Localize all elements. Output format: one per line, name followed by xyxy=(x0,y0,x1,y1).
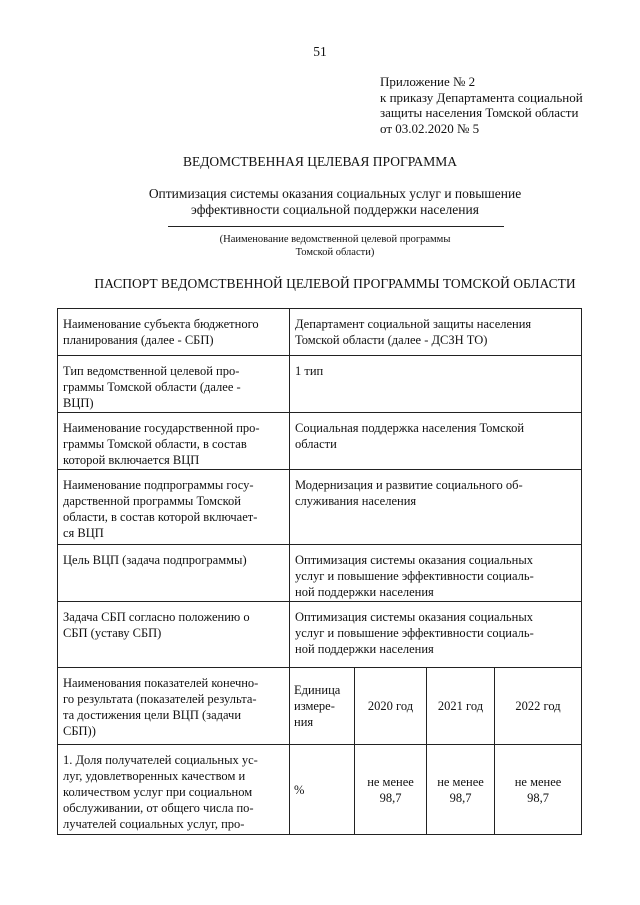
text-line: услуг и повышение эффективности социаль- xyxy=(295,569,534,583)
table-row xyxy=(58,309,582,356)
appendix-line: от 03.02.2020 № 5 xyxy=(380,120,480,136)
row-value xyxy=(290,545,582,602)
row-value xyxy=(290,356,582,413)
text-line: 98,7 xyxy=(527,790,549,805)
text-line: Цель ВЦП (задача подпрограммы) xyxy=(63,553,247,567)
text-line: Наименование субъекта бюджетного xyxy=(63,317,259,331)
text-line: служивания населения xyxy=(295,494,417,508)
text-line: услуг и повышение эффективности социаль- xyxy=(295,626,534,640)
table-row xyxy=(58,413,582,470)
year-header: 2022 год xyxy=(495,668,582,745)
row-label xyxy=(58,413,290,470)
indicator-value xyxy=(355,745,427,835)
indicator-unit: % xyxy=(290,745,355,835)
appendix-line: к приказу Департамента социальной xyxy=(380,89,583,105)
table-row xyxy=(58,602,582,668)
text-line: области, в состав которой включает- xyxy=(63,510,258,524)
text-line: не менее xyxy=(367,774,414,789)
unit-header xyxy=(290,668,355,745)
row-value xyxy=(290,413,582,470)
table-row xyxy=(58,545,582,602)
text-line: Наименования показателей конечно- xyxy=(63,676,259,690)
page-number: 51 xyxy=(313,44,327,59)
text-line: Наименование подпрограммы госу- xyxy=(63,478,254,492)
caption-line: (Наименование ведомственной целевой программы xyxy=(219,234,451,245)
program-name-caption xyxy=(0,233,640,259)
text-line: ВЦП) xyxy=(63,396,94,410)
text-line: граммы Томской области, в состав xyxy=(63,437,247,451)
text-line: луг, удовлетворенных качеством и xyxy=(63,769,246,783)
passport-title: ПАСПОРТ ВЕДОМСТВЕННОЙ ЦЕЛЕВОЙ ПРОГРАММЫ ТОМСКОЙ ОБЛАСТИ xyxy=(94,276,576,291)
table-row xyxy=(58,470,582,545)
text-line: 98,7 xyxy=(379,790,402,805)
indicator-value xyxy=(495,745,582,835)
text-line: Тип ведомственной целевой про- xyxy=(63,364,240,378)
row-label xyxy=(58,602,290,668)
text-line: Социальная поддержка населения Томской xyxy=(295,421,525,435)
text-line: которой включается ВЦП xyxy=(63,453,200,467)
appendix-line: защиты населения Томской области xyxy=(380,105,579,120)
text-line: измере- xyxy=(294,699,335,713)
indicators-header-label xyxy=(58,668,290,745)
text-line: граммы Томской области (далее - xyxy=(63,380,241,394)
text-line: СБП)) xyxy=(63,724,96,738)
text-line: ся ВЦП xyxy=(63,526,104,540)
text-line: Задача СБП согласно положению о xyxy=(63,610,250,624)
program-name-line: Оптимизация системы оказания социальных услуг и повышение xyxy=(148,186,522,201)
row-label xyxy=(58,545,290,602)
divider-line xyxy=(168,226,504,227)
text-line: 1 тип xyxy=(295,364,324,378)
text-line: не менее xyxy=(437,774,484,789)
text-line: Департамент социальной защиты населения xyxy=(295,317,532,331)
text-line: 98,7 xyxy=(449,790,472,805)
row-label xyxy=(58,356,290,413)
text-line: дарственной программы Томской xyxy=(63,494,241,508)
table-row xyxy=(58,356,582,413)
text-line: количеством услуг при социальном xyxy=(63,785,253,799)
indicator-value xyxy=(427,745,495,835)
row-label xyxy=(58,470,290,545)
text-line: ной поддержки населения xyxy=(295,642,434,656)
text-line: ния xyxy=(294,715,314,729)
text-line: лучателей социальных услуг, про- xyxy=(63,817,245,831)
text-line: Оптимизация системы оказания социальных xyxy=(295,610,533,624)
text-line: обслуживании, от общего числа по- xyxy=(63,801,254,815)
text-line: Оптимизация системы оказания социальных xyxy=(295,553,533,567)
row-label xyxy=(58,309,290,356)
text-line: ной поддержки населения xyxy=(295,585,434,599)
row-value xyxy=(290,602,582,668)
caption-line: Томской области) xyxy=(295,247,375,258)
text-line: Единица xyxy=(294,683,341,697)
row-value xyxy=(290,309,582,356)
text-line: СБП (уставу СБП) xyxy=(63,626,162,640)
passport-table xyxy=(57,308,582,835)
row-value xyxy=(290,470,582,545)
text-line: области xyxy=(295,437,337,451)
text-line: Модернизация и развитие социального об- xyxy=(295,478,523,492)
indicators-header-row xyxy=(58,668,582,745)
program-name xyxy=(0,186,640,218)
text-line: планирования (далее - СБП) xyxy=(63,333,214,347)
text-line: Наименование государственной про- xyxy=(63,421,260,435)
indicator-row xyxy=(58,745,582,835)
year-header: 2020 год xyxy=(355,668,427,745)
text-line: та достижения цели ВЦП (задачи xyxy=(63,708,242,722)
appendix-block xyxy=(380,74,583,136)
text-line: не менее xyxy=(514,774,562,789)
indicator-label xyxy=(58,745,290,835)
text-line: го результата (показателей результа- xyxy=(63,692,257,706)
program-title: ВЕДОМСТВЕННАЯ ЦЕЛЕВАЯ ПРОГРАММА xyxy=(182,154,458,169)
text-line: 1. Доля получателей социальных ус- xyxy=(63,753,258,767)
text-line: Томской области (далее - ДСЗН ТО) xyxy=(295,333,488,347)
program-name-line: эффективности социальной поддержки населения xyxy=(191,202,479,217)
year-header: 2021 год xyxy=(427,668,495,745)
appendix-line: Приложение № 2 xyxy=(380,74,476,89)
